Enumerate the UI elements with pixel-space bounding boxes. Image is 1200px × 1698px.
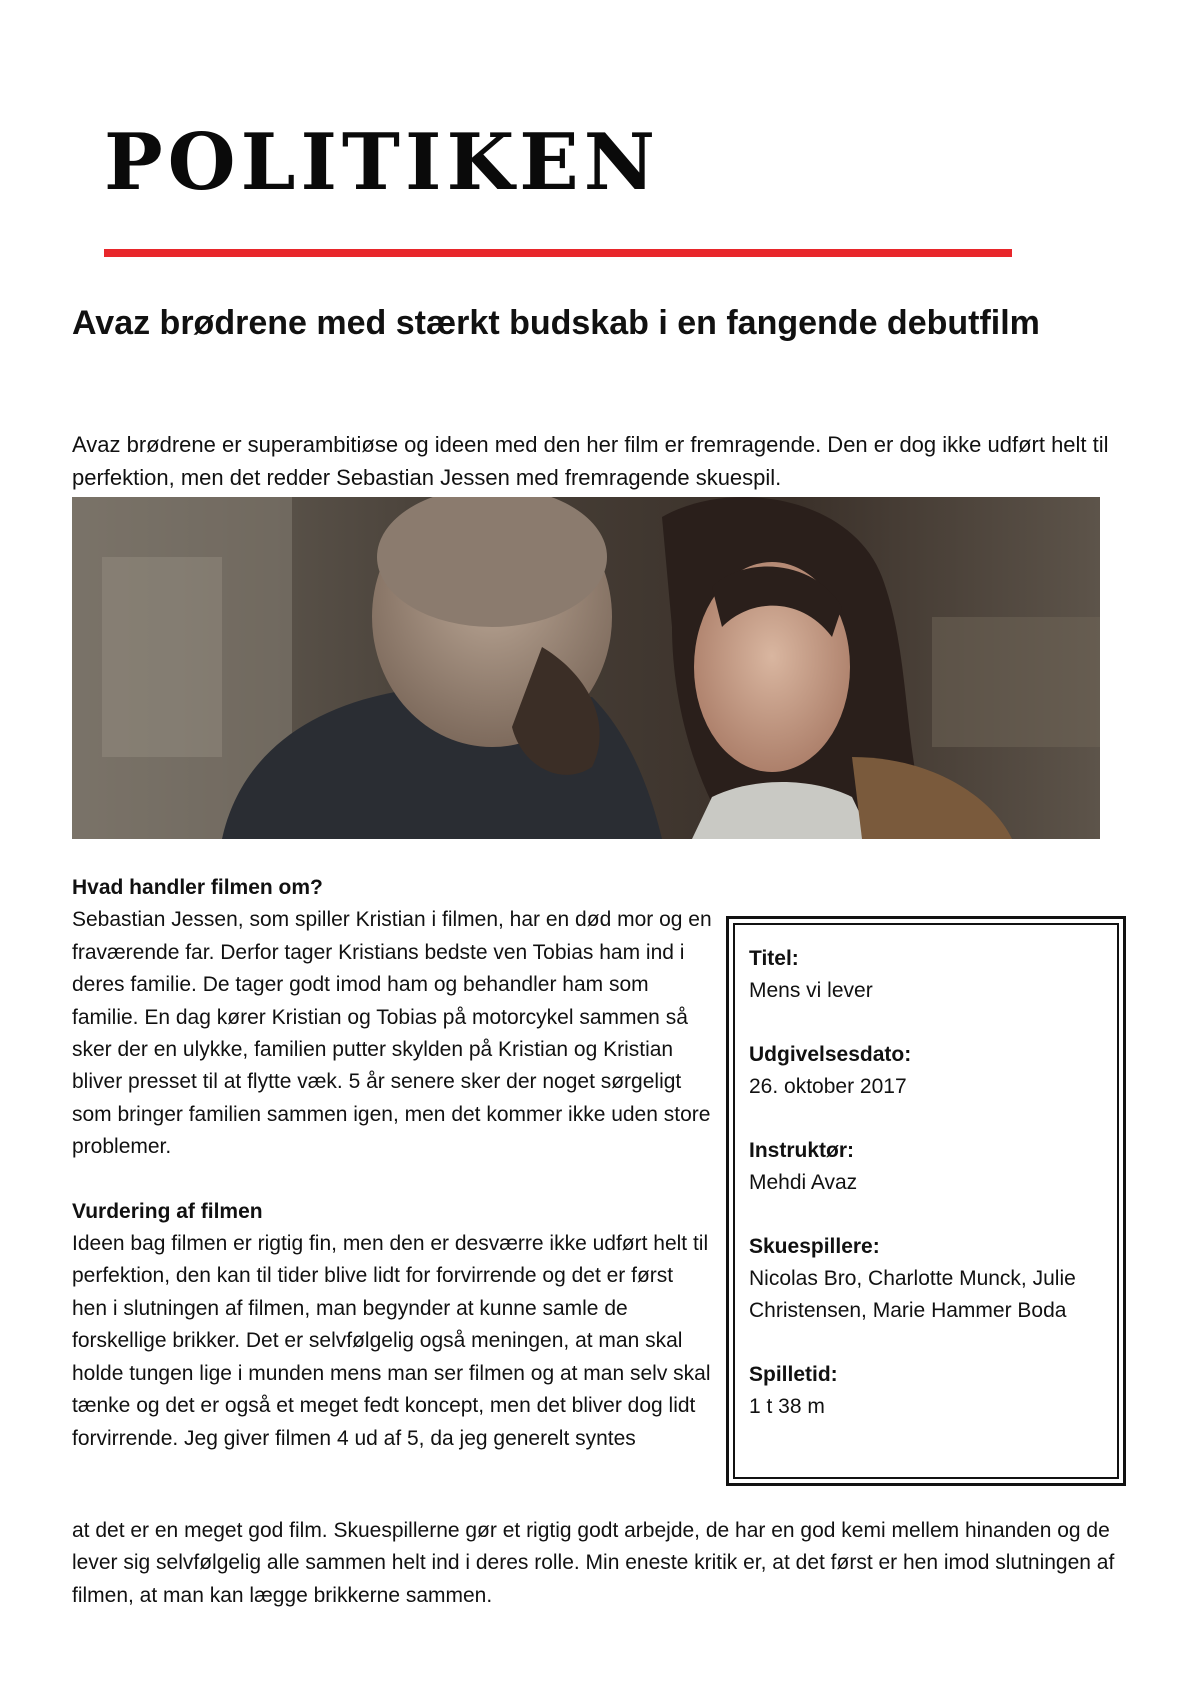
film-still-illustration [72, 497, 1100, 839]
article-body [72, 872, 712, 1455]
film-factbox-inner [733, 923, 1119, 1479]
fact-cast [749, 1231, 1103, 1327]
section-text-review: Ideen bag filmen er rigtig fin, men den er desværre ikke udført helt til perfektion, den kan til tider blive lidt for forvirrende og det er først hen i slutningen af filmen, man begynder at kunne samle de forskellige brikker. Det er selvfølgelig også meningen, at man skal holde tungen lige i munden mens man ser filmen og at man selv skal tænke og det er også et meget fedt koncept, men det bliver dog lidt forvirrende. Jeg giver filmen 4 ud af 5, da jeg generelt syntes [72, 1232, 711, 1450]
fact-label: Titel: [749, 947, 799, 970]
section-heading-review: Vurdering af filmen [72, 1199, 263, 1223]
paragraph-gap [72, 1164, 712, 1196]
fact-value: 1 t 38 m [749, 1395, 825, 1418]
section-text-review-continued: at det er en meget god film. Skuespillerne gør et rigtig godt arbejde, de har en god kemi mellem hinanden og de lever sig selvfølgelig alle sammen helt ind i deres rolle. Min eneste kritik er, at det først er hen imod slutningen af filmen, at man kan lægge brikkerne sammen. [72, 1519, 1115, 1607]
fact-release-date [749, 1039, 1103, 1103]
newspaper-logo: POLITIKEN [104, 117, 660, 208]
film-factbox [726, 916, 1126, 1486]
fact-value: Mehdi Avaz [749, 1171, 858, 1194]
section-text-plot: Sebastian Jessen, som spiller Kristian i filmen, har en død mor og en fraværende far. Derfor tager Kristians bedste ven Tobias ham ind i deres familie. De tager godt imod ham og behandler ham som familie. En dag kører Kristian og Tobias på motorcykel sammen så sker der en ulykke, familien putter skylden på Kristian og Kristian bliver presset til at flytte væk. 5 år senere sker der noget sørgeligt som bringer familien sammen igen, men det kommer ikke uden store problemer. [72, 908, 712, 1159]
fact-label: Skuespillere: [749, 1235, 880, 1258]
fact-title [749, 943, 1103, 1007]
fact-label: Instruktør: [749, 1139, 854, 1162]
fact-label: Udgivelsesdato: [749, 1043, 912, 1066]
article-lead: Avaz brødrene er superambitiøse og ideen med den her film er fremragende. Den er dog ikke udført helt til perfektion, men det redder Sebastian Jessen med fremragende skuespil. [72, 432, 1109, 490]
masthead-red-rule [104, 249, 1012, 257]
fact-runtime [749, 1359, 1103, 1423]
fact-value: Mens vi lever [749, 979, 873, 1002]
section-heading-plot: Hvad handler filmen om? [72, 876, 323, 899]
fact-label: Spilletid: [749, 1363, 838, 1386]
film-still-photo [72, 497, 1100, 839]
fact-director [749, 1135, 1103, 1199]
fact-value: 26. oktober 2017 [749, 1075, 907, 1098]
article-headline: Avaz brødrene med stærkt budskab i en fangende debutfilm [72, 304, 1040, 342]
fact-value: Nicolas Bro, Charlotte Munck, Julie Christensen, Marie Hammer Boda [749, 1267, 1076, 1322]
